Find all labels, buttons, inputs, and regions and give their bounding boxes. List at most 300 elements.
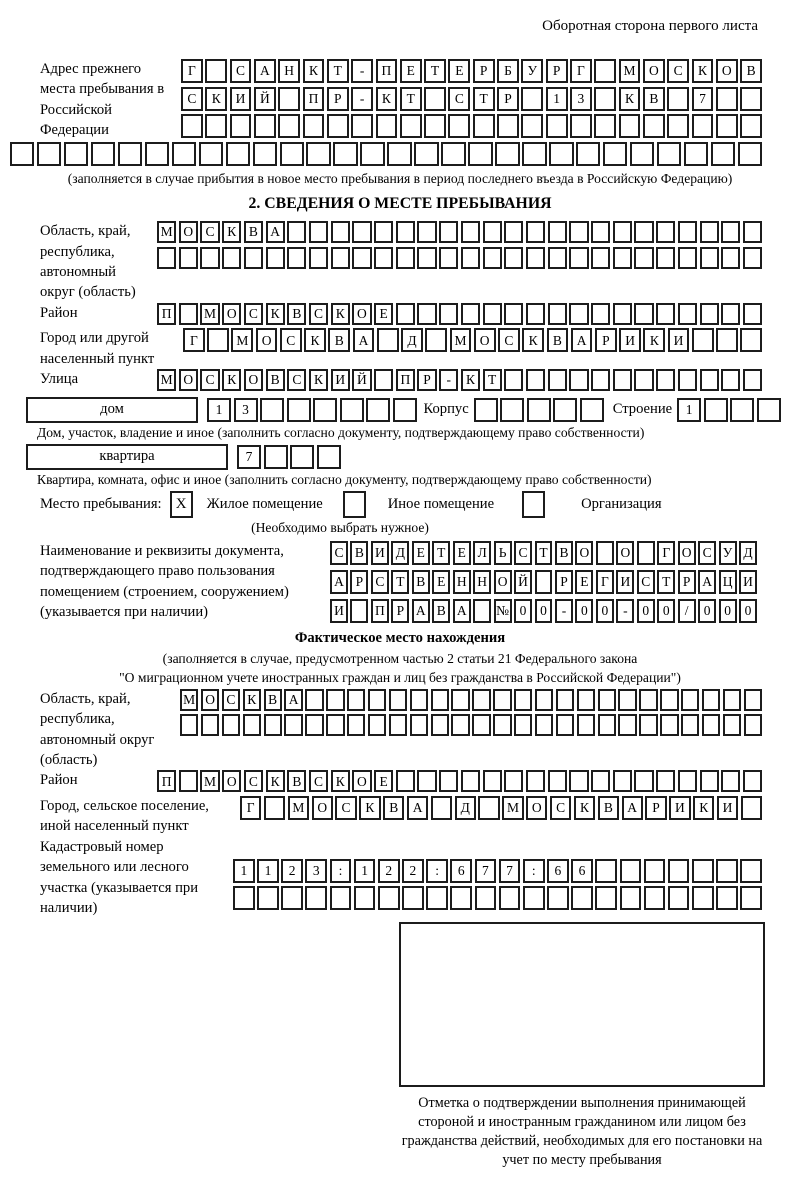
form-cell[interactable]: 0 — [719, 599, 737, 623]
form-cell[interactable]: 2 — [378, 859, 400, 883]
form-cell[interactable]: Е — [453, 541, 471, 565]
form-cell[interactable] — [569, 369, 588, 391]
form-cell[interactable]: К — [331, 303, 350, 325]
form-cell[interactable]: О — [716, 59, 738, 83]
form-cell[interactable]: Т — [327, 59, 349, 83]
form-cell[interactable] — [400, 114, 422, 138]
form-cell[interactable] — [743, 303, 762, 325]
form-cell[interactable]: - — [351, 59, 373, 83]
form-cell[interactable] — [603, 142, 627, 166]
form-cell[interactable] — [281, 886, 303, 910]
form-cell[interactable] — [478, 796, 499, 820]
form-cell[interactable]: И — [616, 570, 634, 594]
form-cell[interactable]: П — [157, 770, 176, 792]
form-cell[interactable]: П — [157, 303, 176, 325]
form-cell[interactable]: К — [303, 59, 325, 83]
form-cell[interactable] — [620, 859, 642, 883]
form-cell[interactable] — [613, 770, 632, 792]
form-cell[interactable] — [287, 247, 306, 269]
form-cell[interactable]: Д — [739, 541, 757, 565]
form-cell[interactable] — [577, 689, 595, 711]
form-cell[interactable]: К — [619, 87, 641, 111]
form-cell[interactable]: - — [351, 87, 373, 111]
form-cell[interactable] — [656, 369, 675, 391]
form-cell[interactable] — [594, 59, 616, 83]
form-cell[interactable]: К — [309, 369, 328, 391]
form-cell[interactable]: Т — [483, 369, 502, 391]
form-cell[interactable]: О — [643, 59, 665, 83]
form-cell[interactable]: Д — [455, 796, 476, 820]
form-cell[interactable] — [305, 714, 323, 736]
form-cell[interactable] — [306, 142, 330, 166]
form-cell[interactable] — [244, 247, 263, 269]
form-cell[interactable] — [656, 770, 675, 792]
form-cell[interactable] — [439, 247, 458, 269]
form-cell[interactable]: 1 — [257, 859, 279, 883]
form-cell[interactable]: К — [304, 328, 326, 352]
form-cell[interactable] — [472, 689, 490, 711]
form-cell[interactable]: О — [575, 541, 593, 565]
form-cell[interactable]: А — [266, 221, 285, 243]
form-cell[interactable] — [499, 886, 521, 910]
form-cell[interactable] — [500, 398, 524, 422]
form-cell[interactable] — [681, 689, 699, 711]
form-cell[interactable]: С — [498, 328, 520, 352]
form-cell[interactable]: С — [230, 59, 252, 83]
form-cell[interactable] — [417, 770, 436, 792]
form-cell[interactable]: Ь — [494, 541, 512, 565]
form-cell[interactable] — [180, 714, 198, 736]
form-cell[interactable]: С — [287, 369, 306, 391]
form-cell[interactable] — [548, 221, 567, 243]
form-cell[interactable] — [618, 714, 636, 736]
form-cell[interactable]: 1 — [233, 859, 255, 883]
form-cell[interactable]: В — [287, 770, 306, 792]
form-cell[interactable]: В — [643, 87, 665, 111]
form-cell[interactable] — [347, 689, 365, 711]
form-cell[interactable] — [439, 770, 458, 792]
form-cell[interactable]: Т — [432, 541, 450, 565]
form-cell[interactable] — [634, 247, 653, 269]
form-cell[interactable]: М — [450, 328, 472, 352]
form-cell[interactable] — [118, 142, 142, 166]
form-cell[interactable] — [527, 398, 551, 422]
form-cell[interactable]: О — [179, 221, 198, 243]
form-cell[interactable]: Т — [400, 87, 422, 111]
stay-type-checkbox-organization[interactable] — [522, 491, 545, 518]
form-cell[interactable] — [396, 770, 415, 792]
form-cell[interactable]: Й — [254, 87, 276, 111]
form-cell[interactable] — [260, 398, 284, 422]
form-cell[interactable] — [396, 303, 415, 325]
form-cell[interactable] — [368, 689, 386, 711]
form-cell[interactable] — [290, 445, 314, 469]
form-cell[interactable] — [264, 714, 282, 736]
form-cell[interactable]: О — [244, 369, 263, 391]
form-cell[interactable] — [721, 303, 740, 325]
form-cell[interactable] — [205, 59, 227, 83]
form-cell[interactable] — [483, 221, 502, 243]
form-cell[interactable]: Н — [473, 570, 491, 594]
form-cell[interactable] — [431, 714, 449, 736]
form-cell[interactable]: Б — [497, 59, 519, 83]
form-cell[interactable] — [535, 714, 553, 736]
form-cell[interactable] — [450, 886, 472, 910]
form-cell[interactable] — [556, 714, 574, 736]
form-cell[interactable] — [723, 714, 741, 736]
form-cell[interactable]: А — [407, 796, 428, 820]
form-cell[interactable]: И — [717, 796, 738, 820]
form-cell[interactable]: В — [598, 796, 619, 820]
form-cell[interactable] — [700, 303, 719, 325]
form-cell[interactable]: О — [352, 770, 371, 792]
form-cell[interactable] — [493, 689, 511, 711]
form-cell[interactable]: : — [330, 859, 352, 883]
form-cell[interactable] — [740, 859, 762, 883]
form-cell[interactable]: 0 — [739, 599, 757, 623]
form-cell[interactable] — [738, 142, 762, 166]
form-cell[interactable] — [389, 689, 407, 711]
form-cell[interactable] — [757, 398, 781, 422]
form-cell[interactable] — [741, 796, 762, 820]
form-cell[interactable]: У — [521, 59, 543, 83]
form-cell[interactable]: 1 — [207, 398, 231, 422]
form-cell[interactable] — [472, 714, 490, 736]
form-cell[interactable] — [351, 114, 373, 138]
form-cell[interactable] — [522, 142, 546, 166]
form-cell[interactable] — [721, 369, 740, 391]
form-cell[interactable] — [396, 221, 415, 243]
form-cell[interactable]: С — [667, 59, 689, 83]
form-cell[interactable] — [330, 886, 352, 910]
form-cell[interactable]: 1 — [677, 398, 701, 422]
form-cell[interactable]: Г — [181, 59, 203, 83]
form-cell[interactable] — [743, 369, 762, 391]
form-cell[interactable]: Г — [240, 796, 261, 820]
form-cell[interactable]: В — [383, 796, 404, 820]
form-cell[interactable]: : — [523, 859, 545, 883]
form-cell[interactable] — [257, 886, 279, 910]
form-cell[interactable] — [451, 689, 469, 711]
form-cell[interactable]: С — [550, 796, 571, 820]
form-cell[interactable] — [702, 689, 720, 711]
form-cell[interactable]: В — [547, 328, 569, 352]
form-cell[interactable]: 0 — [514, 599, 532, 623]
form-cell[interactable]: Г — [570, 59, 592, 83]
form-cell[interactable]: О — [179, 369, 198, 391]
form-cell[interactable]: А — [284, 689, 302, 711]
form-cell[interactable]: И — [331, 369, 350, 391]
form-cell[interactable]: В — [350, 541, 368, 565]
form-cell[interactable] — [504, 770, 523, 792]
form-cell[interactable]: Й — [352, 369, 371, 391]
form-cell[interactable] — [523, 886, 545, 910]
form-cell[interactable] — [678, 369, 697, 391]
form-cell[interactable] — [200, 247, 219, 269]
form-cell[interactable] — [278, 114, 300, 138]
form-cell[interactable] — [354, 886, 376, 910]
form-cell[interactable] — [10, 142, 34, 166]
form-cell[interactable] — [91, 142, 115, 166]
form-cell[interactable]: О — [678, 541, 696, 565]
form-cell[interactable]: О — [222, 303, 241, 325]
form-cell[interactable] — [230, 114, 252, 138]
form-cell[interactable]: : — [426, 859, 448, 883]
form-cell[interactable] — [668, 859, 690, 883]
form-cell[interactable]: Г — [657, 541, 675, 565]
form-cell[interactable] — [439, 221, 458, 243]
form-cell[interactable]: К — [643, 328, 665, 352]
form-cell[interactable]: Т — [535, 541, 553, 565]
form-cell[interactable] — [266, 247, 285, 269]
form-cell[interactable] — [473, 114, 495, 138]
form-cell[interactable] — [326, 714, 344, 736]
form-cell[interactable] — [64, 142, 88, 166]
form-cell[interactable] — [637, 541, 655, 565]
form-cell[interactable]: И — [668, 328, 690, 352]
form-cell[interactable]: С — [448, 87, 470, 111]
form-cell[interactable] — [504, 303, 523, 325]
form-cell[interactable]: М — [231, 328, 253, 352]
form-cell[interactable] — [716, 87, 738, 111]
form-cell[interactable]: В — [328, 328, 350, 352]
form-cell[interactable] — [667, 87, 689, 111]
form-cell[interactable] — [598, 714, 616, 736]
form-cell[interactable] — [548, 247, 567, 269]
form-cell[interactable] — [548, 303, 567, 325]
form-cell[interactable] — [744, 689, 762, 711]
form-cell[interactable] — [700, 770, 719, 792]
form-cell[interactable] — [347, 714, 365, 736]
form-cell[interactable]: А — [353, 328, 375, 352]
form-cell[interactable] — [740, 886, 762, 910]
form-cell[interactable] — [740, 87, 762, 111]
form-cell[interactable] — [618, 689, 636, 711]
form-cell[interactable] — [643, 114, 665, 138]
form-cell[interactable]: К — [461, 369, 480, 391]
form-cell[interactable]: Н — [278, 59, 300, 83]
form-cell[interactable] — [678, 770, 697, 792]
form-cell[interactable] — [692, 859, 714, 883]
form-cell[interactable]: А — [453, 599, 471, 623]
form-cell[interactable] — [278, 87, 300, 111]
form-cell[interactable] — [37, 142, 61, 166]
form-cell[interactable] — [514, 689, 532, 711]
form-cell[interactable] — [526, 247, 545, 269]
form-cell[interactable]: П — [396, 369, 415, 391]
form-cell[interactable]: М — [288, 796, 309, 820]
form-cell[interactable]: О — [256, 328, 278, 352]
form-cell[interactable]: Е — [575, 570, 593, 594]
form-cell[interactable] — [692, 328, 714, 352]
form-cell[interactable]: 6 — [450, 859, 472, 883]
form-cell[interactable] — [639, 714, 657, 736]
form-cell[interactable] — [340, 398, 364, 422]
form-cell[interactable] — [504, 221, 523, 243]
form-cell[interactable]: Р — [350, 570, 368, 594]
form-cell[interactable]: К — [205, 87, 227, 111]
form-cell[interactable] — [535, 570, 553, 594]
form-cell[interactable]: Д — [391, 541, 409, 565]
form-cell[interactable] — [414, 142, 438, 166]
form-cell[interactable] — [576, 142, 600, 166]
form-cell[interactable] — [410, 689, 428, 711]
form-cell[interactable] — [425, 328, 447, 352]
form-cell[interactable] — [700, 221, 719, 243]
form-cell[interactable]: И — [669, 796, 690, 820]
form-cell[interactable]: К — [222, 369, 241, 391]
form-cell[interactable] — [700, 369, 719, 391]
form-cell[interactable]: К — [222, 221, 241, 243]
form-cell[interactable] — [591, 221, 610, 243]
form-cell[interactable] — [596, 541, 614, 565]
form-cell[interactable]: Р — [327, 87, 349, 111]
form-cell[interactable]: Т — [391, 570, 409, 594]
form-cell[interactable] — [526, 369, 545, 391]
form-cell[interactable] — [303, 114, 325, 138]
form-cell[interactable] — [287, 221, 306, 243]
form-cell[interactable] — [226, 142, 250, 166]
form-cell[interactable]: М — [157, 221, 176, 243]
form-cell[interactable] — [222, 247, 241, 269]
form-cell[interactable]: К — [693, 796, 714, 820]
form-cell[interactable]: М — [502, 796, 523, 820]
form-cell[interactable] — [570, 114, 592, 138]
form-cell[interactable] — [526, 303, 545, 325]
form-cell[interactable] — [451, 714, 469, 736]
form-cell[interactable] — [333, 142, 357, 166]
form-cell[interactable] — [723, 689, 741, 711]
form-cell[interactable]: - — [555, 599, 573, 623]
form-cell[interactable] — [569, 247, 588, 269]
form-cell[interactable]: 6 — [571, 859, 593, 883]
form-cell[interactable]: Р — [473, 59, 495, 83]
form-cell[interactable]: М — [180, 689, 198, 711]
form-cell[interactable] — [305, 886, 327, 910]
form-cell[interactable] — [547, 886, 569, 910]
form-cell[interactable] — [352, 221, 371, 243]
form-cell[interactable]: 7 — [237, 445, 261, 469]
form-cell[interactable] — [656, 303, 675, 325]
form-cell[interactable] — [721, 221, 740, 243]
form-cell[interactable]: Р — [555, 570, 573, 594]
form-cell[interactable] — [668, 886, 690, 910]
form-cell[interactable] — [743, 221, 762, 243]
form-cell[interactable] — [553, 398, 577, 422]
form-cell[interactable] — [656, 221, 675, 243]
form-cell[interactable]: Р — [678, 570, 696, 594]
form-cell[interactable]: Н — [453, 570, 471, 594]
form-cell[interactable]: 2 — [281, 859, 303, 883]
form-cell[interactable] — [667, 114, 689, 138]
form-cell[interactable] — [678, 221, 697, 243]
form-cell[interactable] — [521, 87, 543, 111]
form-cell[interactable]: М — [619, 59, 641, 83]
form-cell[interactable]: С — [200, 369, 219, 391]
form-cell[interactable]: И — [230, 87, 252, 111]
form-cell[interactable]: О — [352, 303, 371, 325]
form-cell[interactable] — [692, 114, 714, 138]
form-cell[interactable] — [441, 142, 465, 166]
form-cell[interactable]: 7 — [692, 87, 714, 111]
form-cell[interactable] — [377, 328, 399, 352]
form-cell[interactable] — [461, 247, 480, 269]
form-cell[interactable]: - — [439, 369, 458, 391]
form-cell[interactable]: В — [412, 570, 430, 594]
form-cell[interactable] — [179, 303, 198, 325]
form-cell[interactable] — [179, 247, 198, 269]
form-cell[interactable] — [591, 247, 610, 269]
form-cell[interactable] — [352, 247, 371, 269]
form-cell[interactable] — [417, 221, 436, 243]
stay-type-checkbox-other[interactable] — [343, 491, 366, 518]
form-cell[interactable] — [387, 142, 411, 166]
form-cell[interactable] — [681, 714, 699, 736]
form-cell[interactable] — [716, 328, 738, 352]
form-cell[interactable] — [497, 114, 519, 138]
form-cell[interactable] — [417, 247, 436, 269]
form-cell[interactable]: К — [359, 796, 380, 820]
form-cell[interactable] — [639, 689, 657, 711]
form-cell[interactable] — [514, 714, 532, 736]
form-cell[interactable] — [264, 796, 285, 820]
form-cell[interactable]: И — [739, 570, 757, 594]
form-cell[interactable] — [595, 886, 617, 910]
form-cell[interactable] — [678, 303, 697, 325]
form-cell[interactable]: Е — [448, 59, 470, 83]
form-cell[interactable]: И — [619, 328, 641, 352]
form-cell[interactable]: У — [719, 541, 737, 565]
form-cell[interactable] — [233, 886, 255, 910]
form-cell[interactable] — [475, 886, 497, 910]
form-cell[interactable] — [546, 114, 568, 138]
form-cell[interactable]: С — [309, 303, 328, 325]
form-cell[interactable]: П — [376, 59, 398, 83]
form-cell[interactable]: С — [514, 541, 532, 565]
form-cell[interactable]: 1 — [546, 87, 568, 111]
form-cell[interactable] — [548, 770, 567, 792]
form-cell[interactable] — [331, 247, 350, 269]
form-cell[interactable] — [634, 221, 653, 243]
form-cell[interactable] — [504, 247, 523, 269]
form-cell[interactable] — [374, 221, 393, 243]
form-cell[interactable] — [145, 142, 169, 166]
form-cell[interactable]: М — [157, 369, 176, 391]
form-cell[interactable]: О — [222, 770, 241, 792]
form-cell[interactable] — [284, 714, 302, 736]
form-cell[interactable] — [634, 369, 653, 391]
form-cell[interactable] — [526, 770, 545, 792]
form-cell[interactable] — [711, 142, 735, 166]
form-cell[interactable] — [493, 714, 511, 736]
form-cell[interactable] — [702, 714, 720, 736]
form-cell[interactable]: М — [200, 770, 219, 792]
form-cell[interactable]: В — [244, 221, 263, 243]
form-cell[interactable]: Г — [183, 328, 205, 352]
form-cell[interactable]: В — [432, 599, 450, 623]
form-cell[interactable]: 0 — [698, 599, 716, 623]
form-cell[interactable] — [417, 303, 436, 325]
form-cell[interactable] — [644, 859, 666, 883]
form-cell[interactable]: 2 — [402, 859, 424, 883]
form-cell[interactable] — [613, 303, 632, 325]
form-cell[interactable]: Е — [412, 541, 430, 565]
form-cell[interactable]: А — [571, 328, 593, 352]
form-cell[interactable] — [461, 303, 480, 325]
form-cell[interactable]: И — [371, 541, 389, 565]
form-cell[interactable]: Е — [432, 570, 450, 594]
form-cell[interactable] — [721, 770, 740, 792]
